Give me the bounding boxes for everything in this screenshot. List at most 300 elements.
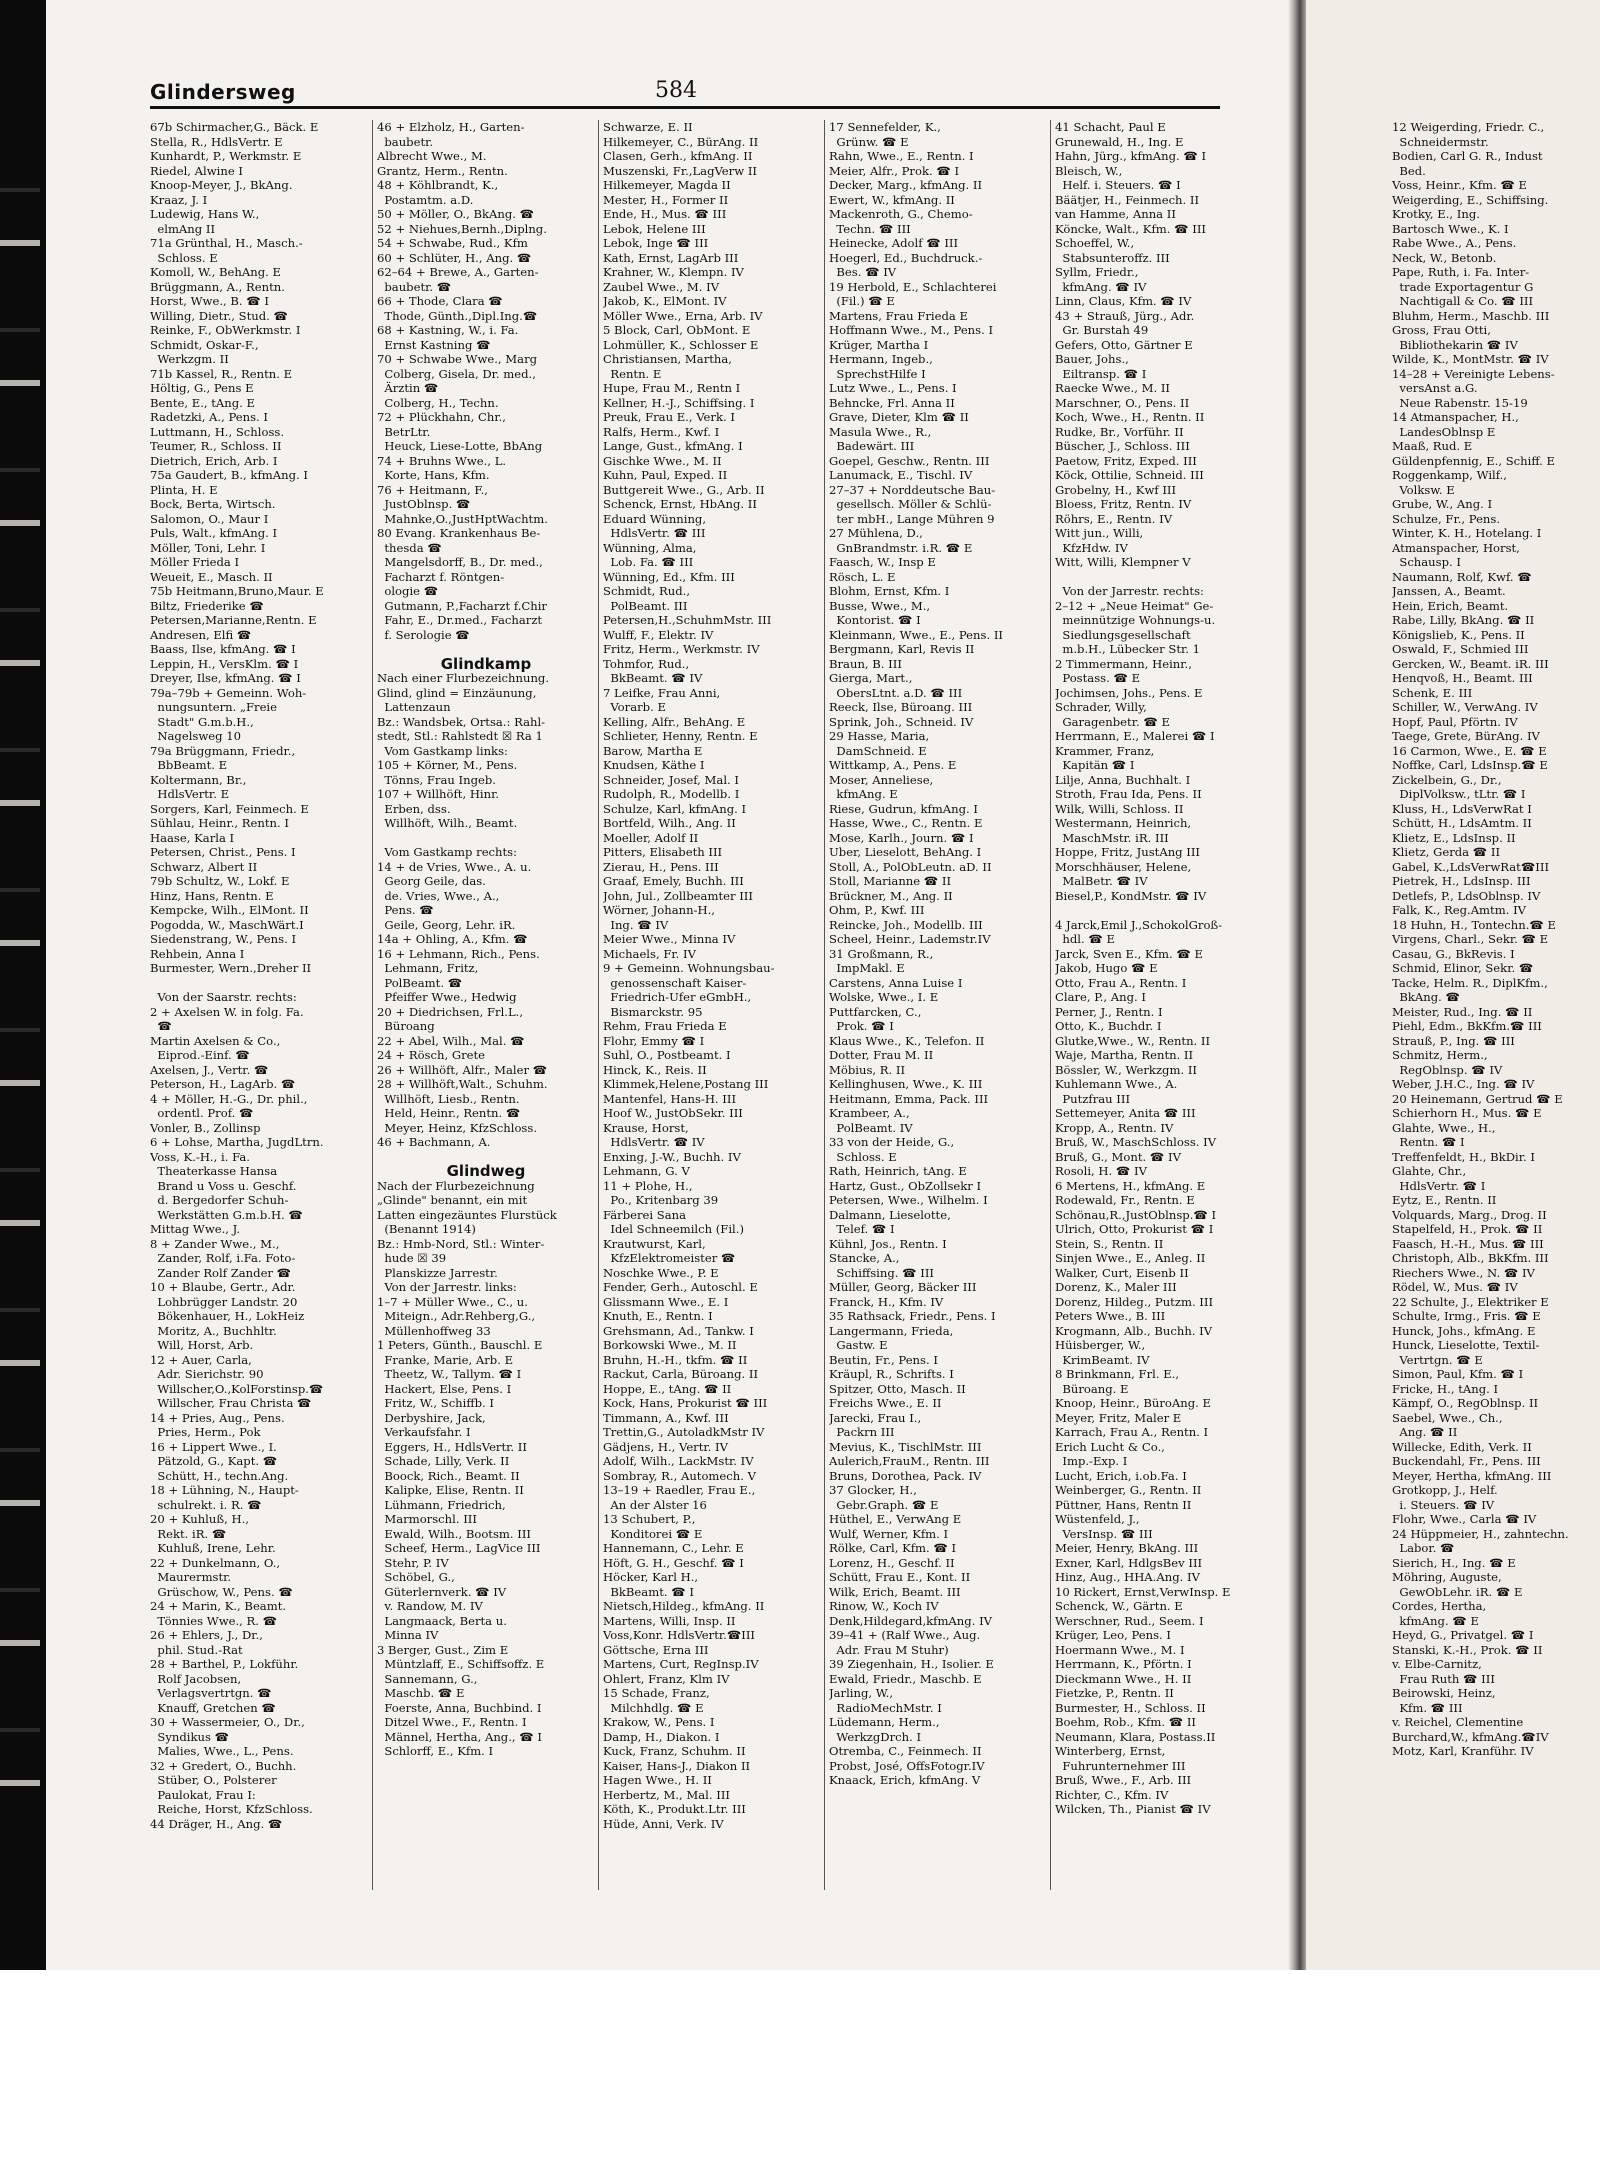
directory-line: Flohr, Wwe., Carla ☎ IV [1392,1512,1537,1526]
directory-line: Schulze, Karl, kfmAng. I [603,801,747,816]
directory-line: 11 + Plohe, H., [603,1178,693,1193]
directory-line: Bergmann, Karl, Revis II [829,642,975,656]
directory-line: DamSchneid. E [829,743,927,758]
directory-line: Tacke, Helm. R., DiplKfm., [1392,975,1548,990]
directory-line: HdlsVertr. E [150,787,230,801]
directory-line: Plinta, H. E [150,482,218,497]
directory-line: Stoll, A., PolObLeutn. aD. II [829,859,992,874]
directory-line: Dietrich, Erich, Arb. I [150,453,278,468]
directory-line: Timmann, A., Kwf. III [603,1410,729,1425]
directory-line: Schmidt, Oskar-F., [150,337,259,352]
directory-line: Lucht, Erich, i.ob.Fa. I [1055,1468,1187,1483]
directory-line: Maurermstr. [150,1570,232,1584]
directory-line: Röhrs, E., Rentn. IV [1055,511,1173,526]
directory-line: Theetz, W., Tallym. ☎ I [377,1367,522,1381]
directory-line [377,831,595,846]
directory-line: Eggers, H., HdlsVertr. II [377,1439,527,1454]
directory-line: Köncke, Walt., Kfm. ☎ III [1055,221,1206,236]
directory-line: SprechstHilfe I [829,366,926,381]
directory-line: VersInsp. ☎ III [1055,1526,1153,1541]
directory-line: Volksw. E [1392,482,1455,497]
directory-line: Mahnke,O.,JustHptWachtm. [377,511,548,526]
directory-line: Planskizze Jarrestr. [377,1265,498,1280]
directory-line: Stüber, O., Polsterer [150,1773,277,1787]
directory-line: 35 Rathsack, Friedr., Pens. I [829,1309,996,1323]
directory-line: Kontorist. ☎ I [829,613,921,627]
directory-line: Jarecki, Frau I., [829,1410,922,1425]
directory-line: Friedrich-Ufer eGmbH., [603,990,752,1004]
directory-line: Dotter, Frau M. II [829,1048,934,1062]
directory-line: Verkaufsfahr. I [377,1425,471,1439]
directory-line: Grunewald, H., Ing. E [1055,134,1184,149]
directory-line: 44 Dräger, H., Ang. ☎ [150,1816,283,1831]
directory-line: Nachtigall & Co. ☎ III [1392,294,1534,308]
directory-line: Konditorei ☎ E [603,1526,703,1541]
directory-line: baubetr. ☎ [377,279,452,294]
directory-line: 15 Schade, Franz, [603,1686,710,1700]
directory-line: MalBetr. ☎ IV [1055,874,1148,888]
directory-line: Fricke, H., tAng. I [1392,1381,1499,1396]
directory-line: HdlsVertr. ☎ III [603,526,706,540]
directory-line: Krahner, W., Klempn. IV [603,265,744,279]
directory-line: Lebok, Inge ☎ III [603,236,709,250]
directory-line: Taege, Grete, BürAng. IV [1392,729,1540,743]
directory-line: Grotkopp, J., Helf. [1392,1483,1498,1497]
directory-line: Schausp. I [1392,555,1461,569]
directory-line: Moeller, Adolf II [603,830,699,845]
directory-line: Voss,Konr. HdlsVertr.☎III [603,1628,756,1642]
directory-line: Eiltransp. ☎ I [1055,366,1147,381]
directory-line: Rentn. ☎ I [1392,1135,1465,1149]
directory-line: Postamtm. a.D. [377,192,474,207]
directory-line: Klietz, Gerda ☎ II [1392,845,1501,859]
directory-line: i. Steuers. ☎ IV [1392,1497,1495,1512]
directory-line: Axelsen, J., Vertr. ☎ [150,1062,269,1077]
page-number: 584 [655,78,697,103]
directory-line: 37 Glocker, H., [829,1483,917,1497]
directory-line: Syndikus ☎ [150,1729,230,1744]
directory-line: Glind, glind = Einzäunung, [377,685,537,700]
directory-line: Glutke,Wwe., W., Rentn. II [1055,1033,1211,1048]
directory-line: Kellinghusen, Wwe., K. III [829,1077,983,1091]
directory-line: Bruß, Wwe., F., Arb. III [1055,1773,1192,1787]
directory-line: ter mbH., Lange Mühren 9 [829,511,995,526]
directory-line: Geile, Georg, Lehr. iR. [377,917,516,932]
directory-line: Sinjen Wwe., E., Anleg. II [1055,1251,1206,1265]
directory-line: Langmaack, Berta u. [377,1613,507,1628]
column-5 [1055,120,1273,1817]
directory-line: Ende, H., Mus. ☎ III [603,207,727,221]
directory-line: 74 + Bruhns Wwe., L. [377,453,507,468]
directory-line: 76 + Heitmann, F., [377,482,488,497]
directory-line: Petersen, Christ., Pens. I [150,845,296,859]
directory-line: Lange, Gust., kfmAng. I [603,439,743,453]
directory-line: Syllm, Friedr., [1055,265,1139,279]
directory-line: d. Bergedorfer Schuh- [150,1193,289,1207]
directory-line: Peters Wwe., B. III [1055,1309,1166,1323]
directory-line: PolBeamt. III [603,598,688,613]
directory-line: Rudolph, R., Modellb. I [603,787,740,801]
directory-line: Grobelny, H., Kwf III [1055,482,1177,497]
directory-line: Lohbrügger Landstr. 20 [150,1294,298,1309]
directory-line: Kuhluß, Irene, Lehr. [150,1541,276,1555]
directory-line: Königslieb, K., Pens. II [1392,627,1525,642]
directory-line: 48 + Köhlbrandt, K., [377,178,499,192]
directory-line: ologie ☎ [377,584,439,598]
directory-line: 14 Atmanspacher, H., [1392,410,1519,424]
directory-line: Rudke, Br., Vorführ. II [1055,424,1184,439]
directory-line: Scheef, Herm., LagVice III [377,1541,541,1555]
directory-line: PolBeamt. ☎ [377,975,463,990]
directory-line: 22 Schulte, J., Elektriker E [1392,1294,1549,1309]
directory-line: Willecke, Edith, Verk. II [1392,1439,1532,1454]
directory-line: Nach der Flurbezeichnung [377,1178,535,1193]
directory-line: Paulokat, Frau I: [150,1787,256,1802]
directory-line: Casau, G., BkRevis. I [1392,946,1515,961]
directory-line: 80 Evang. Krankenhaus Be- [377,526,541,540]
directory-line: Colberg, Gisela, Dr. med., [377,366,536,381]
directory-line: Schiller, W., VerwAng. IV [1392,700,1538,714]
directory-line: Winter, K. H., Hotelang. I [1392,526,1542,540]
directory-line: Bruß, G., Mont. ☎ IV [1055,1149,1181,1164]
directory-line: Färberei Sana [603,1207,687,1222]
directory-line: Ditzel Wwe., F., Rentn. I [377,1715,527,1729]
directory-line: Leppin, H., VersKlm. ☎ I [150,656,299,671]
directory-line: 3 Berger, Gust., Zim E [377,1642,509,1657]
directory-line: Hopf, Paul, Pförtn. IV [1392,714,1518,729]
directory-line: Uber, Lieselott, BehAng. I [829,845,982,859]
directory-line: Bibliothekarin ☎ IV [1392,337,1518,352]
directory-line: Telef. ☎ I [829,1222,895,1236]
directory-line: Bes. ☎ IV [829,265,897,279]
directory-line: Stancke, A., [829,1251,900,1265]
directory-line: Kaiser, Hans-J., Diakon II [603,1758,751,1773]
directory-line: Hoermann Wwe., M. I [1055,1642,1185,1657]
directory-line: Krakow, W., Pens. I [603,1715,715,1729]
directory-line: Schlorff, E., Kfm. I [377,1744,494,1758]
column-divider [1050,120,1051,1890]
directory-line: 8 Brinkmann, Frl. E., [1055,1367,1180,1381]
directory-line: Dreyer, Ilse, kfmAng. ☎ I [150,671,301,685]
directory-line: Naumann, Rolf, Kwf. ☎ [1392,569,1532,584]
directory-line: Faasch, W., Insp E [829,555,936,569]
directory-line: Bz.: Hmb-Nord, Stl.: Winter- [377,1236,545,1251]
directory-line: 13 Schubert, P., [603,1512,696,1526]
directory-line: Gross, Frau Otti, [1392,323,1491,337]
directory-line: Kuck, Franz, Schuhm. II [603,1744,746,1758]
directory-line: Blohm, Ernst, Kfm. I [829,584,950,598]
directory-line: Willscher, Frau Christa ☎ [150,1396,312,1410]
directory-line: Will, Horst, Arb. [150,1338,254,1352]
directory-line: 10 Rickert, Ernst,VerwInsp. E [1055,1584,1231,1599]
directory-line: Möbius, R. II [829,1062,906,1077]
directory-line: Rackut, Carla, Büroang. II [603,1367,759,1381]
directory-line: HdlsVertr. ☎ IV [603,1135,705,1149]
directory-line: Reincke, Joh., Modellb. III [829,917,983,932]
directory-line: 27 Mühlena, D., [829,526,923,540]
directory-line: Eytz, E., Rentn. II [1392,1193,1497,1207]
directory-line: Wilk, Erich, Beamt. III [829,1584,961,1599]
directory-line: 39–41 + (Ralf Wwe., Aug. [829,1628,981,1642]
directory-line: Sühlau, Heinr., Rentn. I [150,816,289,830]
directory-line: Held, Heinr., Rentn. ☎ [377,1106,521,1120]
directory-line: 32 + Gredert, O., Buchh. [150,1758,297,1773]
directory-line: Peterson, H., LagArb. ☎ [150,1077,296,1091]
directory-line: Christoph, Alb., BkKfm. III [1392,1251,1549,1265]
column-divider [598,120,599,1890]
directory-line: kfmAng. ☎ E [1392,1613,1479,1628]
directory-line: Schönau,R.,JustOblnsp.☎ I [1055,1207,1217,1222]
directory-line: Hoegerl, Ed., Buchdruck.- [829,250,983,265]
directory-line: Otto, Frau A., Rentn. I [1055,975,1187,990]
directory-line: Georg Geile, das. [377,874,486,888]
directory-line: Knoop, Heinr., BüroAng. E [1055,1396,1211,1410]
directory-line: Krüger, Martha I [829,337,929,352]
directory-line: Werschner, Rud., Seem. I [1055,1613,1204,1628]
directory-line: Wittkamp, A., Pens. E [829,758,957,772]
directory-line: Stein, S., Rentn. II [1055,1236,1164,1251]
directory-line: Haase, Karla I [150,830,235,845]
directory-line: 28 + Willhöft,Walt., Schuhm. [377,1077,548,1091]
directory-line: Helf. i. Steuers. ☎ I [1055,178,1181,192]
directory-line: 30 + Wassermeier, O., Dr., [150,1715,305,1729]
directory-line: m.b.H., Lübecker Str. 1 [1055,642,1200,656]
directory-line: Hoffmann Wwe., M., Pens. I [829,323,994,337]
directory-line: Krautwurst, Karl, [603,1236,706,1251]
directory-line: Sierich, H., Ing. ☎ E [1392,1555,1516,1570]
directory-line [1055,903,1273,918]
directory-line: Bz.: Wandsbek, Ortsa.: Rahl- [377,714,546,729]
directory-line: Buttgereit Wwe., G., Arb. II [603,482,765,497]
directory-line: Rölke, Carl, Kfm. ☎ I [829,1541,957,1555]
directory-line: 50 + Möller, O., BkAng. ☎ [377,207,535,221]
directory-line: Sprink, Joh., Schneid. IV [829,714,974,729]
directory-line: 24 Hüppmeier, H., zahntechn. [1392,1526,1569,1541]
directory-line: Knudsen, Käthe I [603,758,705,772]
directory-line: 29 Hasse, Maria, [829,729,930,743]
directory-line: Jarck, Sven E., Kfm. ☎ E [1055,946,1203,961]
directory-line: Weueit, E., Masch. II [150,569,273,584]
directory-line: Graaf, Emely, Buchh. III [603,874,744,888]
directory-line: Büroang. E [1055,1381,1129,1396]
directory-line: BkBeamt. ☎ I [603,1584,694,1599]
directory-line: Walker, Curt, Eisenb II [1055,1265,1189,1280]
directory-line: Von der Jarrestr. rechts: [1055,584,1204,598]
directory-line: MaschMstr. iR. III [1055,830,1169,845]
directory-line: 28 + Barthel, P., Lokführ. [150,1657,299,1671]
directory-line: Atmanspacher, Horst, [1392,540,1520,555]
directory-line: Hackert, Else, Pens. I [377,1381,512,1396]
directory-line: Thode, Günth.,Dipl.Ing.☎ [377,308,538,323]
directory-line: 2–12 + „Neue Heimat" Ge- [1055,598,1214,613]
directory-line: Adolf, Wilh., LackMstr. IV [603,1454,754,1468]
street-title: Glindkamp [440,654,532,673]
directory-line: Sombray, R., Automech. V [603,1468,756,1483]
directory-line: Jochimsen, Johs., Pens. E [1055,685,1203,700]
directory-line: Exner, Karl, HdlgsBev III [1055,1555,1203,1570]
directory-line: Müllenhoffweg 33 [377,1323,491,1338]
directory-line: Schulze, Fr., Pens. [1392,511,1501,526]
directory-line: Korte, Hans, Kfm. [377,468,490,482]
directory-line: Marschner, O., Pens. II [1055,395,1190,410]
directory-line: Detlefs, P., LdsOblnsp. IV [1392,888,1541,903]
directory-line: Pfeiffer Wwe., Hedwig [377,990,517,1004]
directory-line: Gutmann, P.,Facharzt f.Chir [377,598,547,613]
directory-line: Hüthel, E., VerwAng E [829,1512,962,1526]
directory-line: Stabsunteroffz. III [1055,250,1170,265]
directory-line: Meier Wwe., Minna IV [603,932,736,946]
directory-line: Richter, C., Kfm. IV [1055,1787,1169,1802]
directory-line: Franck, H., Kfm. IV [829,1294,944,1309]
directory-line: Kraaz, J. I [150,192,208,207]
directory-line: Gebr.Graph. ☎ E [829,1497,939,1512]
directory-line: Otremba, C., Feinmech. II [829,1744,982,1758]
directory-line: Stadt" G.m.b.H., [150,714,254,729]
directory-line: GewObLehr. iR. ☎ E [1392,1584,1523,1599]
directory-line: Hoppe, Fritz, JustAng III [1055,845,1201,859]
directory-line: Pens. ☎ [377,903,434,917]
directory-line: Rath, Heinrich, tAng. E [829,1164,967,1178]
directory-line: Krogmann, Alb., Buchh. IV [1055,1323,1213,1338]
scan-margin [0,1970,1600,2177]
directory-line: 10 + Blaube, Gertr., Adr. [150,1280,296,1294]
directory-line: Ewert, W., kfmAng. II [829,192,955,207]
directory-line: Herbertz, M., Mal. III [603,1787,731,1802]
directory-line: 79b Schultz, W., Lokf. E [150,874,290,888]
directory-line: Rentn. E [603,366,662,381]
directory-line: Rabe, Lilly, BkAng. ☎ II [1392,613,1535,627]
directory-line: Vom Gastkamp rechts: [377,845,518,859]
directory-line: Ewald, Wilh., Bootsm. III [377,1526,532,1541]
directory-line: Erich Lucht & Co., [1055,1439,1165,1454]
directory-line: Langermann, Frieda, [829,1323,954,1338]
directory-line: Wilk, Willi, Schloss. II [1055,801,1184,816]
directory-line: 12 + Auer, Carla, [150,1352,252,1367]
directory-line: Packrn III [829,1425,895,1439]
directory-line: 27–37 + Norddeutsche Bau- [829,482,996,497]
directory-line: Lühmann, Friedrich, [377,1497,506,1512]
column-2 [377,120,595,1759]
directory-line: Ludewig, Hans W., [150,207,260,221]
directory-line: Braun, B. III [829,656,902,671]
directory-line: 2 Timmermann, Heinr., [1055,656,1192,671]
directory-line: Petersen, Wwe., Wilhelm. I [829,1193,988,1207]
directory-line: Schade, Lilly, Verk. II [377,1454,510,1468]
directory-line: Müntzlaff, E., Schiffsoffz. E [377,1657,545,1671]
directory-line: Strauß, P., Ing. ☎ III [1392,1033,1515,1048]
directory-line: Männel, Hertha, Ang., ☎ I [377,1729,542,1744]
directory-line: WerkzgDrch. I [829,1729,922,1744]
directory-line: 60 + Schlüter, H., Ang. ☎ [377,250,532,265]
directory-line: Stroth, Frau Ida, Pens. II [1055,787,1202,801]
directory-line: Andresen, Elfi ☎ [150,627,252,642]
directory-line: Fahr, E., Dr.med., Facharzt [377,613,543,627]
directory-line: Köck, Ottilie, Schneid. III [1055,468,1204,482]
directory-line: Rehm, Frau Frieda E [603,1019,727,1033]
directory-line: Beutin, Fr., Pens. I [829,1352,938,1367]
directory-line: (Benannt 1914) [377,1222,476,1236]
directory-line: Lattenzaun [377,700,451,714]
directory-line: Lanumack, E., Tischl. IV [829,468,973,482]
directory-line: Linn, Claus, Kfm. ☎ IV [1055,294,1192,308]
directory-line: Muszenski, Fr.,LagVerw II [603,163,757,178]
directory-line: hdl. ☎ E [1055,932,1115,946]
directory-line: Ralfs, Herm., Kwf. I [603,424,720,439]
directory-line: Volquards, Marg., Drog. II [1392,1207,1547,1222]
directory-line: Burmester, Wern.,Dreher II [150,961,312,975]
directory-line: Martens, Willi, Insp. II [603,1613,736,1628]
directory-line: 24 + Rösch, Grete [377,1048,486,1062]
directory-line: Nach einer Flurbezeichnung. [377,671,550,685]
directory-line: Schmid, Elinor, Sekr. ☎ [1392,961,1534,975]
directory-line: Treffenfeldt, H., BkDir. I [1392,1149,1535,1164]
directory-line: 8 + Zander Wwe., M., [150,1236,280,1251]
directory-line: Müller, Georg, Bäcker III [829,1280,977,1294]
directory-line: 7 Leifke, Frau Anni, [603,685,721,700]
directory-line: Möhring, Auguste, [1392,1570,1502,1584]
directory-line: 46 + Elzholz, H., Garten- [377,120,525,134]
directory-line: Colberg, H., Techn. [377,395,499,410]
directory-line: Riechers Wwe., N. ☎ IV [1392,1265,1535,1280]
directory-line: Neue Rabenstr. 15-19 [1392,395,1528,410]
directory-line: Behncke, Frl. Anna II [829,395,955,410]
directory-line: 75a Gaudert, B., kfmAng. I [150,468,308,482]
street-heading: Glindersweg [150,80,296,104]
directory-line: Puttfarcken, C., [829,1004,922,1019]
directory-line: Stoll, Marianne ☎ II [829,874,952,888]
directory-line: Nagelsweg 10 [150,729,242,743]
directory-line: Spitzer, Otto, Masch. II [829,1381,966,1396]
directory-line: Moser, Anneliese, [829,772,934,787]
directory-line: Maaß, Rud. E [1392,439,1473,453]
directory-line: Franke, Marie, Arb. E [377,1352,514,1367]
directory-line: Büscher, J., Schloss. III [1055,439,1190,453]
directory-line: RadioMechMstr. I [829,1700,942,1715]
directory-line: 107 + Willhöft, Hinr. [377,787,500,801]
directory-line: Bente, E., tAng. E [150,395,256,410]
directory-line: Grave, Dieter, Klm ☎ II [829,410,969,424]
directory-line: Klaus Wwe., K., Telefon. II [829,1033,985,1048]
directory-line: Rolf Jacobsen, [150,1671,242,1686]
directory-line: Glahte, Wwe., H., [1392,1120,1496,1135]
directory-line: Heitmann, Emma, Pack. III [829,1091,989,1106]
directory-line: Gastw. E [829,1338,888,1352]
directory-line: Probst, José, OffsFotogr.IV [829,1758,985,1773]
directory-line: Heyd, G., Privatgel. ☎ I [1392,1628,1534,1642]
directory-line: Martens, Frau Frieda E [829,308,968,323]
directory-line: Güterlernverk. ☎ IV [377,1584,507,1599]
directory-line: Virgens, Charl., Sekr. ☎ E [1392,932,1549,946]
directory-line: BetrLtr. [377,424,431,439]
directory-line: PolBeamt. IV [829,1120,913,1135]
directory-line: Riedel, Alwine I [150,163,243,178]
directory-line: Petersen,Marianne,Rentn. E [150,613,317,627]
directory-line: Willscher,O.,KolForstinsp.☎ [150,1381,324,1396]
directory-line: Theaterkasse Hansa [150,1164,278,1178]
directory-line: Michaels, Fr. IV [603,946,696,961]
directory-line: Bössler, W., Werkzgm. II [1055,1062,1198,1077]
directory-line: 4 Jarck,Emil J.,SchokolGroß- [1055,917,1223,932]
directory-line: Hupe, Frau M., Rentn I [603,381,741,395]
directory-line: Pätzold, G., Kapt. ☎ [150,1454,278,1468]
directory-line: Lorenz, H., Geschf. II [829,1555,955,1570]
directory-line: Dieckmann Wwe., H. II [1055,1671,1192,1686]
directory-line: Rahn, Wwe., E., Rentn. I [829,149,974,163]
directory-line: Horst, Wwe., B. ☎ I [150,294,269,308]
directory-line: Schlieter, Henny, Rentn. E [603,729,758,743]
directory-line: Lehmann, G. V [603,1164,690,1178]
directory-line: Labor. ☎ [1392,1541,1455,1555]
